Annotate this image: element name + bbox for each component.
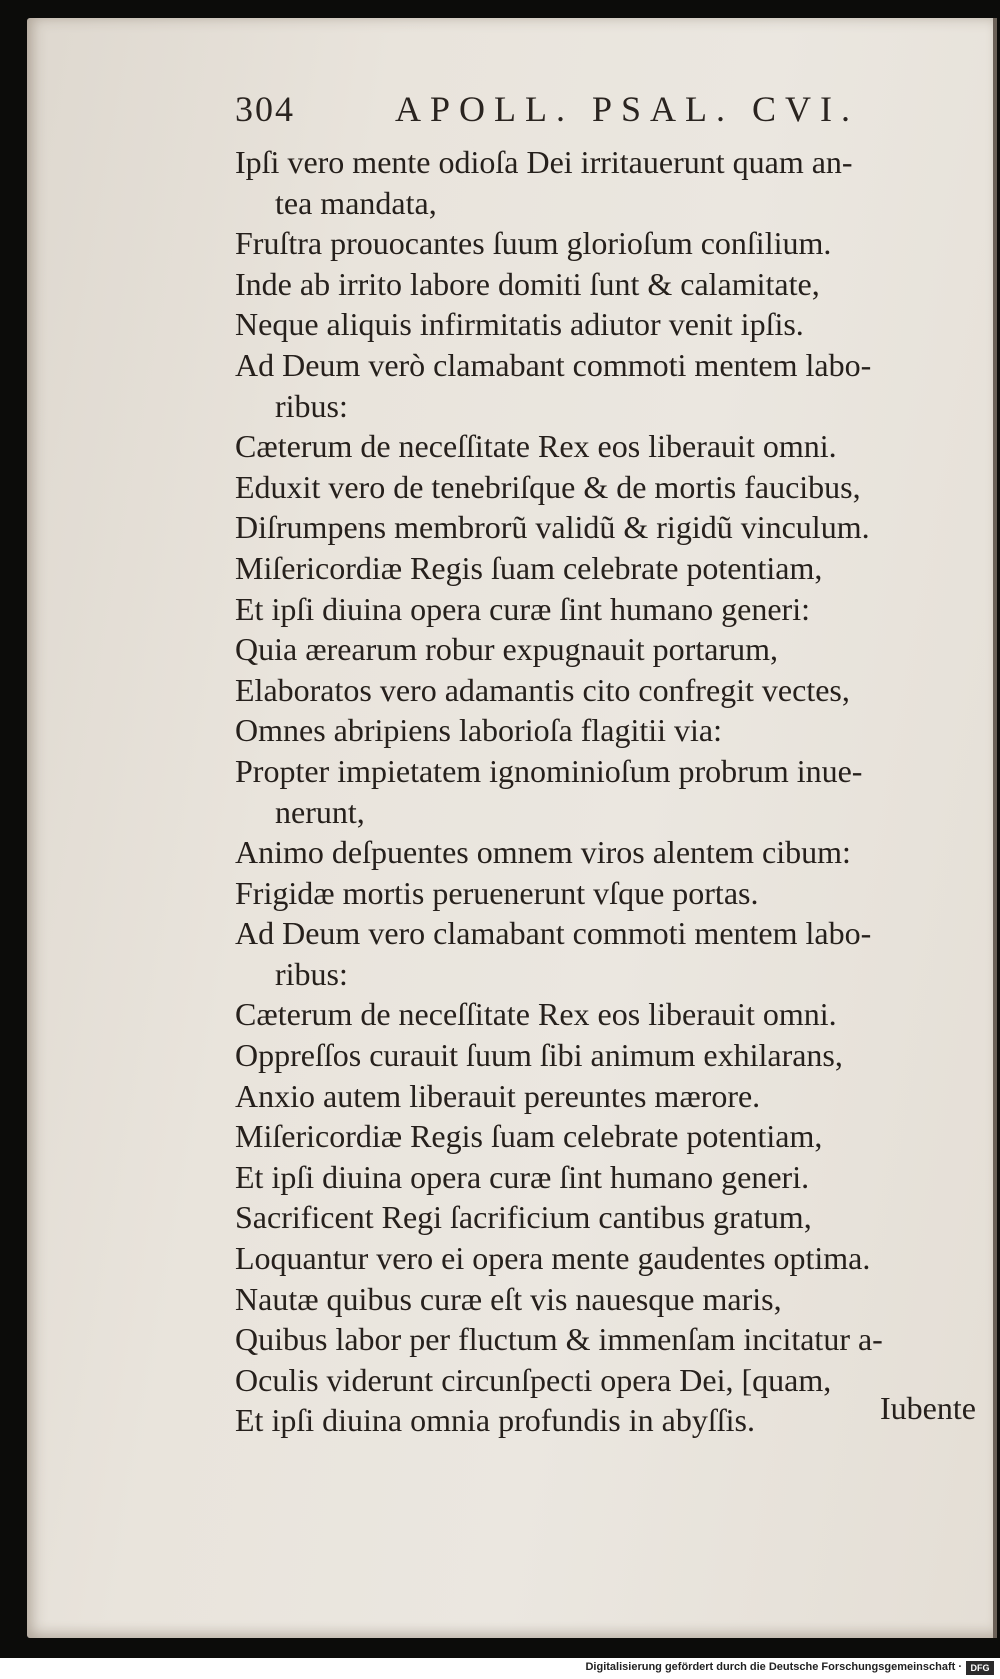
catchword: Iubente xyxy=(880,1390,976,1426)
text-line: Miſericordiæ Regis ſuam celebrate potentiam, xyxy=(235,549,823,586)
text-line: Et ipſi diuina omnia profundis in abyſſis. xyxy=(235,1402,755,1439)
text-line: Nautæ quibus curæ eſt vis nauesque maris, xyxy=(235,1280,782,1317)
text-line: Ad Deum verò clamabant commoti mentem labo- xyxy=(235,346,872,383)
page-header xyxy=(235,88,875,134)
text-line: Cæterum de neceſſitate Rex eos liberauit omni. xyxy=(235,428,837,465)
text-line: Miſericordiæ Regis ſuam celebrate potentiam, xyxy=(235,1118,823,1155)
text-line: Neque aliquis infirmitatis adiutor venit ipſis. xyxy=(235,306,804,343)
text-line: Inde ab irrito labore domiti ſunt & calamitate, xyxy=(235,265,820,302)
text-line: Ipſi vero mente odioſa Dei irritauerunt quam an- xyxy=(235,144,853,180)
text-line: tea mandata, xyxy=(275,184,437,221)
text-line: ribus: xyxy=(275,955,348,992)
page-number: 304 xyxy=(235,89,295,129)
text-line: Cæterum de neceſſitate Rex eos liberauit omni. xyxy=(235,996,837,1033)
text-line: Et ipſi diuina opera curæ ſint humano generi. xyxy=(235,1158,810,1195)
text-line: Propter impietatem ignominioſum probrum inue- xyxy=(235,752,863,789)
text-line: Frigidæ mortis peruenerunt vſque portas. xyxy=(235,874,759,911)
text-line: ribus: xyxy=(275,387,348,424)
text-line: Sacrificent Regi ſacrificium cantibus gratum, xyxy=(235,1199,812,1236)
text-line: Ad Deum vero clamabant commoti mentem labo- xyxy=(235,915,872,952)
dfg-logo: DFG xyxy=(966,1661,994,1675)
text-line: Eduxit vero de tenebriſque & de mortis faucibus, xyxy=(235,468,861,505)
psalm-text xyxy=(235,142,995,1441)
text-line: Quibus labor per fluctum & immenſam incitatur a- xyxy=(235,1321,883,1358)
digitization-credit: Digitalisierung gefördert durch die Deutsche Forschungsgemeinschaft · xyxy=(585,1661,962,1673)
text-line: Quia ærearum robur expugnauit portarum, xyxy=(235,631,778,668)
text-line: Oculis viderunt circunſpecti opera Dei, [quam, xyxy=(235,1361,832,1398)
running-title: APOLL. PSAL. CVI. xyxy=(395,89,860,129)
text-line: Diſrumpens membrorũ validũ & rigidũ vinculum. xyxy=(235,509,870,546)
text-line: Omnes abripiens laborioſa flagitii via: xyxy=(235,712,722,749)
text-line: Elaboratos vero adamantis cito confregit vectes, xyxy=(235,671,850,708)
text-line: nerunt, xyxy=(275,793,365,830)
text-line: Oppreſſos curauit ſuum ſibi animum exhilarans, xyxy=(235,1037,843,1074)
text-line: Et ipſi diuina opera curæ ſint humano generi: xyxy=(235,590,810,627)
text-line: Fruſtra prouocantes ſuum glorioſum conſilium. xyxy=(235,225,832,262)
text-line: Animo deſpuentes omnem viros alentem cibum: xyxy=(235,834,851,871)
text-line: Anxio autem liberauit pereuntes mærore. xyxy=(235,1077,761,1114)
text-line: Loquantur vero ei opera mente gaudentes optima. xyxy=(235,1240,871,1277)
